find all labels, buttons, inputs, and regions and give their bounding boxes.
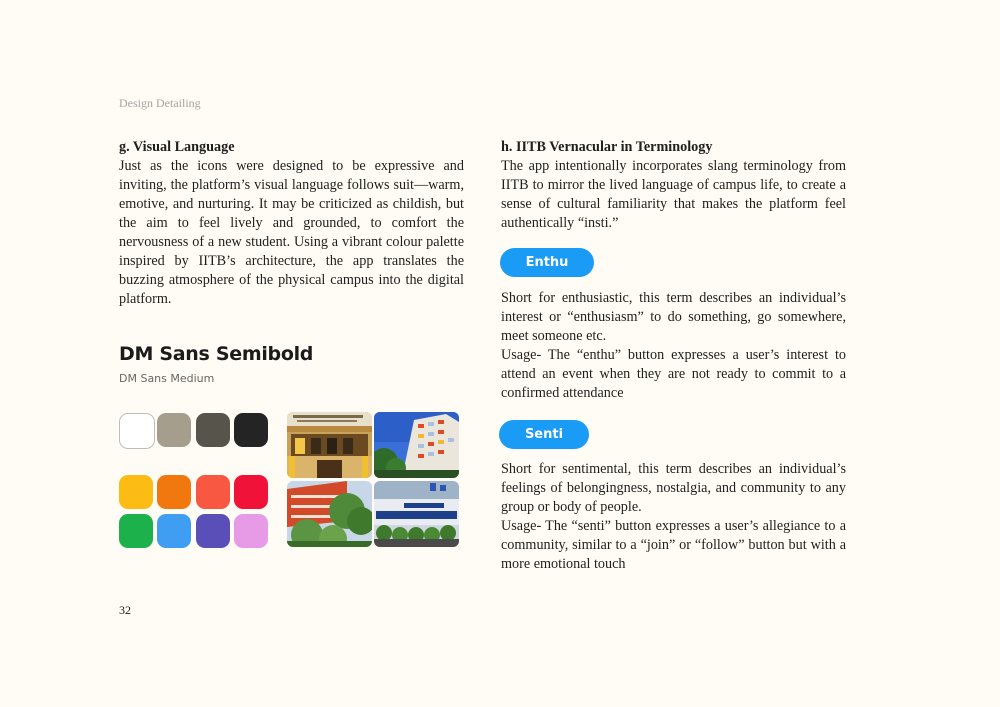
vernacular-intro: The app intentionally incorporates slang terminology from IITB to mirror the lived language of campus life, to create a sense of cultural familiarity that makes the platform feel authentically “insti.” xyxy=(501,158,846,231)
colour-swatch xyxy=(234,514,268,548)
font-specimen-subtitle: DM Sans Medium xyxy=(119,372,215,385)
senti-usage: Usage- The “senti” button expresses a user’s allegiance to a community, similar to a “join” or “follow” button but with a more emotional touch xyxy=(501,518,846,572)
colour-swatch xyxy=(196,475,230,509)
colour-swatch xyxy=(157,475,191,509)
red-building-illustration xyxy=(287,481,372,547)
senti-definition: Short for sentimental, this term describes an individual’s feelings of belongingness, nostalgia, and community to any group or body of people. xyxy=(501,461,846,515)
senti-description xyxy=(501,460,846,574)
font-specimen-title: DM Sans Semibold xyxy=(119,343,314,365)
colour-swatch xyxy=(119,413,155,449)
colour-swatch xyxy=(157,514,191,548)
enthu-description xyxy=(501,289,846,403)
institute-sign-illustration xyxy=(374,481,459,547)
colour-swatch xyxy=(157,413,191,447)
vernacular-heading: h. IITB Vernacular in Terminology xyxy=(501,139,713,155)
colour-swatch xyxy=(119,514,153,548)
running-head: Design Detailing xyxy=(119,96,201,110)
vernacular-section xyxy=(501,138,846,233)
campus-photo-building-entrance xyxy=(287,412,372,478)
building-entrance-illustration xyxy=(287,412,372,478)
page-number: 32 xyxy=(119,603,131,617)
visual-language-section xyxy=(119,138,464,309)
visual-language-heading: g. Visual Language xyxy=(119,139,235,155)
colour-swatch xyxy=(234,413,268,447)
enthu-definition: Short for enthusiastic, this term describes an individual’s interest or “enthusiasm” to do something, go somewhere, meet someone etc. xyxy=(501,290,846,344)
enthu-usage: Usage- The “enthu” button expresses a user’s interest to attend an event when they are not ready to commit to a confirmed attendance xyxy=(501,347,846,401)
campus-photo-red-building xyxy=(287,481,372,547)
visual-language-body: Just as the icons were designed to be expressive and inviting, the platform’s visual language follows suit—warm, emotive, and nurturing. It may be criticized as childish, but the aim to feel lively and grounded, to comfort the nervousness of a new student. Using a vibrant colour palette inspired by IITB’s architecture, the app translates the buzzing atmosphere of the physical campus into the digital platform. xyxy=(119,158,464,307)
colour-swatch xyxy=(119,475,153,509)
campus-photo-hostel-tower xyxy=(374,412,459,478)
colour-swatch xyxy=(234,475,268,509)
senti-button[interactable]: Senti xyxy=(499,420,589,449)
colour-swatch xyxy=(196,514,230,548)
hostel-tower-illustration xyxy=(374,412,459,478)
colour-swatch xyxy=(196,413,230,447)
campus-photo-institute-sign xyxy=(374,481,459,547)
enthu-button[interactable]: Enthu xyxy=(500,248,594,277)
